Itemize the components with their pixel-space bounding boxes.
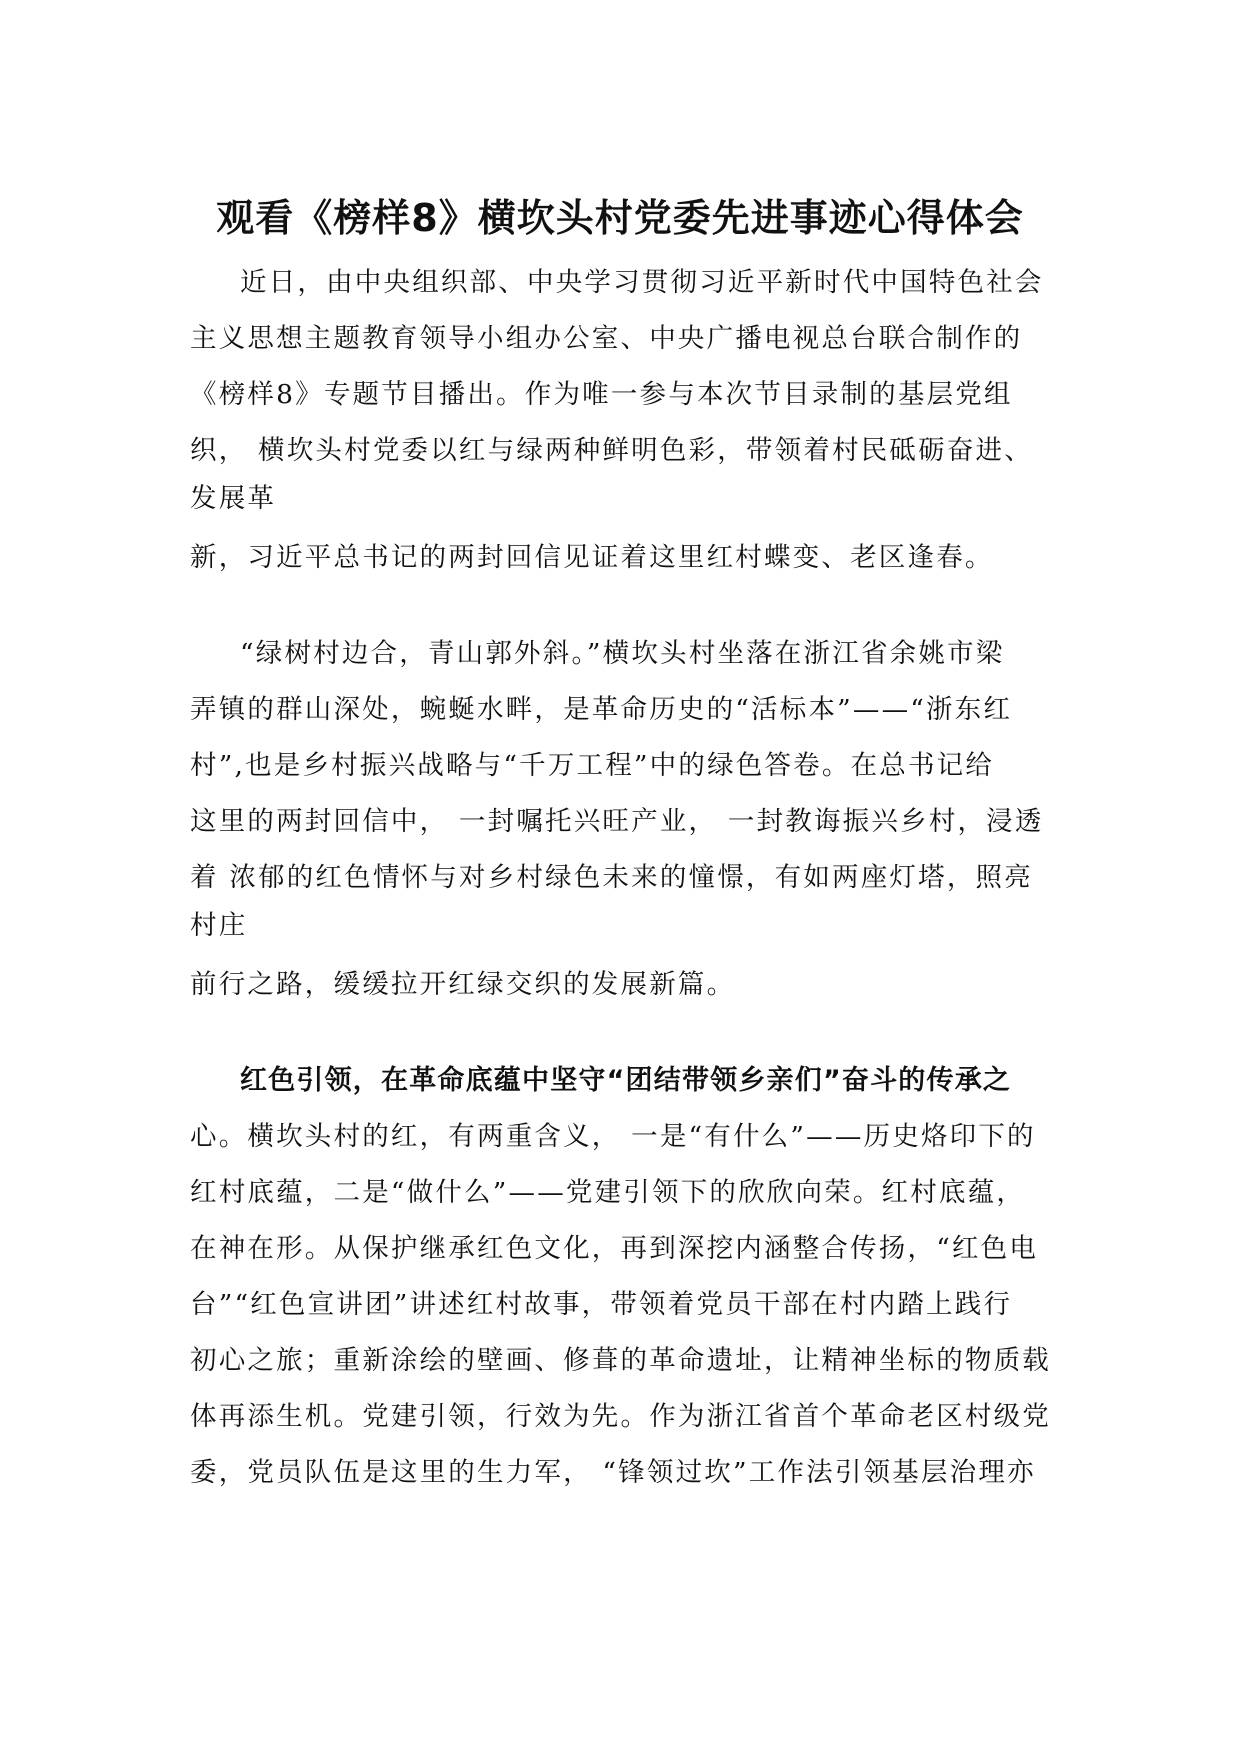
section-heading: 红色引领，在革命底蕴中坚守“团结带领乡亲们”奋斗的传承之 — [240, 1065, 1012, 1096]
paragraph-1-line-5: 发展革 — [190, 483, 277, 514]
paragraph-3-line-6: 体再添生机。党建引领，行效为先。作为浙江省首个革命老区村级党 — [190, 1401, 1051, 1432]
paragraph-2-line-2: 弄镇的群山深处，蜿蜒水畔，是革命历史的“活标本”——“浙东红 — [190, 694, 1013, 725]
paragraph-2-line-7: 前行之路，缓缓拉开红绿交织的发展新篇。 — [190, 969, 736, 1000]
paragraph-3-line-7: 委，党员队伍是这里的生力军， “锋领过坎”工作法引领基层治理亦 — [190, 1457, 1036, 1488]
paragraph-3-line-5: 初心之旅；重新涂绘的壁画、修葺的革命遗址，让精神坐标的物质载 — [190, 1345, 1051, 1376]
paragraph-2-line-5: 着 浓郁的红色情怀与对乡村绿色未来的憧憬，有如两座灯塔，照亮 — [190, 862, 1033, 893]
paragraph-3-line-4: 台”“红色宣讲团”讲述红村故事，带领着党员干部在村内踏上践行 — [190, 1289, 1013, 1320]
paragraph-2-line-1: “绿树村边合，青山郭外斜。”横坎头村坐落在浙江省余姚市梁 — [240, 638, 1005, 669]
paragraph-1-line-3: 《榜样8》专题节目播出。作为唯一参与本次节目录制的基层党组 — [190, 379, 1013, 410]
paragraph-2-line-3: 村”,也是乡村振兴战略与“千万工程”中的绿色答卷。在总书记给 — [190, 750, 995, 781]
paragraph-1-line-2: 主义思想主题教育领导小组办公室、中央广播电视总台联合制作的 — [190, 323, 1023, 354]
paragraph-1-line-4: 织， 横坎头村党委以红与绿两种鲜明色彩，带领着村民砥砺奋进、 — [190, 435, 1033, 466]
paragraph-1-line-6: 新，习近平总书记的两封回信见证着这里红村蝶变、老区逢春。 — [190, 542, 994, 573]
paragraph-2-line-6: 村庄 — [190, 910, 248, 941]
paragraph-3-line-3: 在神在形。从保护继承红色文化，再到深挖内涵整合传扬，“红色电 — [190, 1233, 1039, 1264]
paragraph-1-line-1: 近日，由中央组织部、中央学习贯彻习近平新时代中国特色社会 — [240, 267, 1044, 298]
document-title: 观看《榜样8》横坎头村党委先进事迹心得体会 — [216, 196, 1024, 240]
paragraph-3-line-1: 心。横坎头村的红，有两重含义， 一是“有什么”——历史烙印下的 — [190, 1121, 1036, 1152]
paragraph-2-line-4: 这里的两封回信中， 一封嘱托兴旺产业， 一封教诲振兴乡村，浸透 — [190, 806, 1044, 837]
paragraph-3-line-2: 红村底蕴，二是“做什么”——党建引领下的欣欣向荣。红村底蕴， — [190, 1177, 1026, 1208]
